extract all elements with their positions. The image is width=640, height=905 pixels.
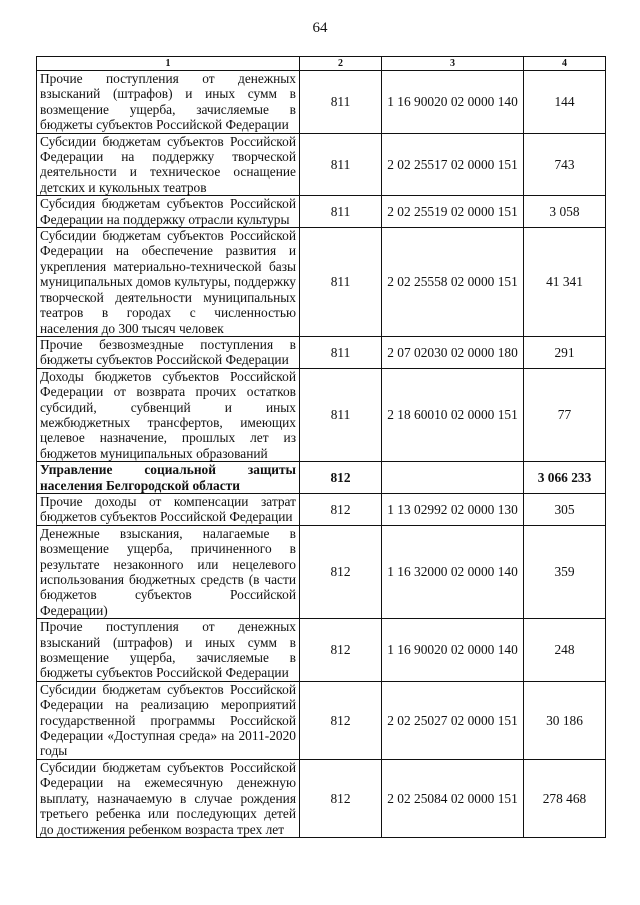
row-admin-code: 811 bbox=[300, 133, 382, 196]
row-name: Прочие безвозмездные поступления в бюджеты субъектов Российской Федерации bbox=[37, 336, 300, 368]
row-amount: 3 066 233 bbox=[524, 462, 606, 494]
row-admin-code: 812 bbox=[300, 493, 382, 525]
table-row bbox=[37, 368, 606, 461]
table-row bbox=[37, 228, 606, 337]
row-admin-code: 811 bbox=[300, 336, 382, 368]
row-name: Субсидии бюджетам субъектов Российской Федерации на ежемесячную денежную выплату, назначаемую в случае рождения третьего ребенка или последующих детей до достижения ребенком возраста трех лет bbox=[37, 759, 300, 837]
table-row bbox=[37, 681, 606, 759]
column-header-4: 4 bbox=[524, 57, 606, 71]
table-row bbox=[37, 71, 606, 134]
table-row bbox=[37, 525, 606, 618]
budget-revenue-table bbox=[36, 56, 606, 838]
row-admin-code: 812 bbox=[300, 759, 382, 837]
row-name: Субсидии бюджетам субъектов Российской Федерации на поддержку творческой деятельности и техническое оснащение детских и кукольных театров bbox=[37, 133, 300, 196]
row-classification-code: 1 16 90020 02 0000 140 bbox=[382, 619, 524, 682]
column-header-2: 2 bbox=[300, 57, 382, 71]
row-name: Прочие поступления от денежных взысканий (штрафов) и иных сумм в возмещение ущерба, зачисляемые в бюджеты субъектов Российской Федерации bbox=[37, 619, 300, 682]
row-name: Прочие доходы от компенсации затрат бюджетов субъектов Российской Федерации bbox=[37, 493, 300, 525]
row-name: Денежные взыскания, налагаемые в возмещение ущерба, причиненного в результате незаконного или нецелевого использования бюджетных средств (в части бюджетов субъектов Российской Федерации) bbox=[37, 525, 300, 618]
page-number: 64 bbox=[312, 20, 328, 36]
row-amount: 291 bbox=[524, 336, 606, 368]
row-name: Доходы бюджетов субъектов Российской Федерации от возврата прочих остатков субсидий, субвенций и иных межбюджетных трансфертов, имеющих целевое назначение, прошлых лет из бюджетов муниципальных образований bbox=[37, 368, 300, 461]
row-amount: 248 bbox=[524, 619, 606, 682]
table-row bbox=[37, 336, 606, 368]
row-admin-code: 812 bbox=[300, 462, 382, 494]
row-admin-code: 812 bbox=[300, 619, 382, 682]
row-amount: 41 341 bbox=[524, 228, 606, 337]
row-classification-code: 2 07 02030 02 0000 180 bbox=[382, 336, 524, 368]
row-admin-code: 812 bbox=[300, 525, 382, 618]
row-classification-code: 2 02 25517 02 0000 151 bbox=[382, 133, 524, 196]
row-name: Прочие поступления от денежных взысканий (штрафов) и иных сумм в возмещение ущерба, зачисляемые в бюджеты субъектов Российской Федерации bbox=[37, 71, 300, 134]
row-amount: 3 058 bbox=[524, 196, 606, 228]
table-row bbox=[37, 196, 606, 228]
row-admin-code: 811 bbox=[300, 228, 382, 337]
table-row-department bbox=[37, 462, 606, 494]
row-name: Субсидия бюджетам субъектов Российской Федерации на поддержку отрасли культуры bbox=[37, 196, 300, 228]
row-admin-code: 811 bbox=[300, 196, 382, 228]
row-classification-code: 1 13 02992 02 0000 130 bbox=[382, 493, 524, 525]
row-admin-code: 811 bbox=[300, 71, 382, 134]
table-row bbox=[37, 619, 606, 682]
row-classification-code: 2 02 25084 02 0000 151 bbox=[382, 759, 524, 837]
table-header-row bbox=[37, 57, 606, 71]
row-amount: 144 bbox=[524, 71, 606, 134]
row-name: Субсидии бюджетам субъектов Российской Федерации на реализацию мероприятий государственной программы Российской Федерации «Доступная среда» на 2011-2020 годы bbox=[37, 681, 300, 759]
row-classification-code: 1 16 32000 02 0000 140 bbox=[382, 525, 524, 618]
row-amount: 77 bbox=[524, 368, 606, 461]
row-classification-code bbox=[382, 462, 524, 494]
row-amount: 305 bbox=[524, 493, 606, 525]
row-classification-code: 2 02 25027 02 0000 151 bbox=[382, 681, 524, 759]
table-row bbox=[37, 133, 606, 196]
row-amount: 278 468 bbox=[524, 759, 606, 837]
column-header-1: 1 bbox=[37, 57, 300, 71]
column-header-3: 3 bbox=[382, 57, 524, 71]
row-classification-code: 1 16 90020 02 0000 140 bbox=[382, 71, 524, 134]
row-amount: 30 186 bbox=[524, 681, 606, 759]
table-row bbox=[37, 759, 606, 837]
row-amount: 743 bbox=[524, 133, 606, 196]
row-name: Субсидии бюджетам субъектов Российской Федерации на обеспечение развития и укрепления материально-технической базы муниципальных домов культуры, поддержку творческой деятельности муниципальных театров в городах с численностью населения до 300 тысяч человек bbox=[37, 228, 300, 337]
row-amount: 359 bbox=[524, 525, 606, 618]
row-classification-code: 2 18 60010 02 0000 151 bbox=[382, 368, 524, 461]
row-classification-code: 2 02 25558 02 0000 151 bbox=[382, 228, 524, 337]
table-row bbox=[37, 493, 606, 525]
row-admin-code: 812 bbox=[300, 681, 382, 759]
row-classification-code: 2 02 25519 02 0000 151 bbox=[382, 196, 524, 228]
row-name: Управление социальной защиты населения Белгородской области bbox=[37, 462, 300, 494]
row-admin-code: 811 bbox=[300, 368, 382, 461]
